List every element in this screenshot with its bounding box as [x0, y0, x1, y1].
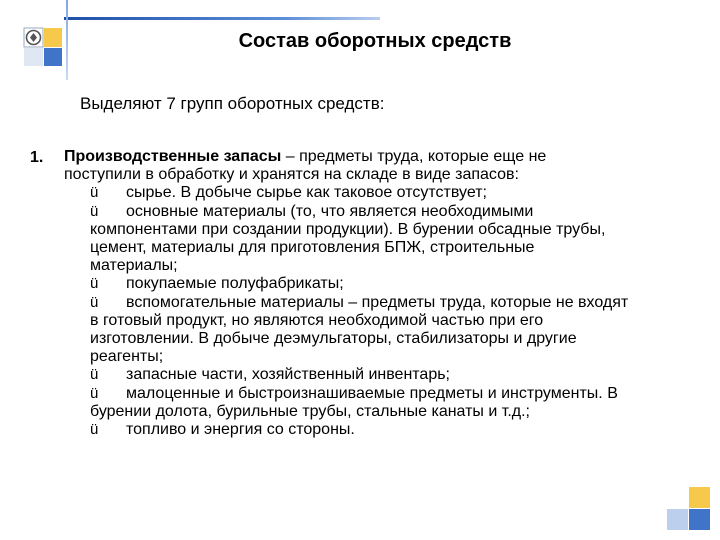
body-line [64, 166, 694, 184]
top-rule [64, 17, 380, 20]
body-line [64, 348, 694, 366]
body-line [64, 184, 694, 202]
checkmark-icon: ü [90, 275, 99, 293]
checkmark-icon: ü [90, 366, 99, 384]
item-rest: – предметы труда, которые еще не [281, 148, 547, 165]
checkmark-icon: ü [90, 384, 99, 402]
line-text: вспомогательные материалы – предметы труда, которые не входят [126, 293, 629, 311]
corner-squares-icon [667, 487, 711, 531]
line-text: малоценные и быстроизнашиваемые предметы и инструменты. В [126, 384, 618, 402]
line-text: основные материалы (то, что является необходимыми [126, 202, 534, 220]
item-lines [64, 166, 694, 439]
line-text: бурении долота, бурильные трубы, стальные канаты и т.д.; [90, 402, 530, 420]
left-rule [66, 0, 68, 80]
list-item-body [64, 148, 694, 439]
line-text: цемент, материалы для приготовления БПЖ, строительные [90, 239, 535, 257]
checkmark-icon: ü [90, 421, 99, 439]
item-first-line [64, 148, 694, 166]
body-line [64, 421, 694, 439]
body-line [64, 221, 694, 239]
line-text: материалы; [90, 257, 178, 275]
line-text: топливо и энергия со стороны. [126, 421, 355, 439]
checkmark-icon: ü [90, 293, 99, 311]
checkmark-icon: ü [90, 202, 99, 220]
line-text: поступили в обработку и хранятся на складе в виде запасов: [64, 166, 519, 184]
body-line [64, 275, 694, 293]
line-text: в готовый продукт, но являются необходимой частью при его [90, 311, 544, 329]
line-text: запасные части, хозяйственный инвентарь; [126, 366, 450, 384]
logo-icon [22, 26, 64, 68]
line-text: реагенты; [90, 348, 164, 366]
line-text: компонентами при создании продукции). В бурении обсадные трубы, [90, 220, 606, 238]
line-text: покупаемые полуфабрикаты; [126, 275, 344, 293]
checkmark-icon: ü [90, 184, 99, 202]
body-line [64, 403, 694, 421]
slide-title: Состав оборотных средств [238, 30, 512, 52]
line-text: сырье. В добыче сырье как таковое отсутствует; [126, 184, 487, 202]
body-line [64, 239, 694, 257]
line-text: изготовлении. В добыче деэмульгаторы, стабилизаторы и другие [90, 330, 577, 348]
intro-text: Выделяют 7 групп оборотных средств: [80, 94, 385, 113]
body-line [64, 366, 694, 384]
body-line [64, 385, 694, 403]
body-line [64, 257, 694, 275]
list-number: 1. [30, 149, 44, 166]
body-line [64, 330, 694, 348]
body-line [64, 312, 694, 330]
item-term: Производственные запасы [64, 148, 282, 165]
body-line [64, 203, 694, 221]
body-line [64, 294, 694, 312]
